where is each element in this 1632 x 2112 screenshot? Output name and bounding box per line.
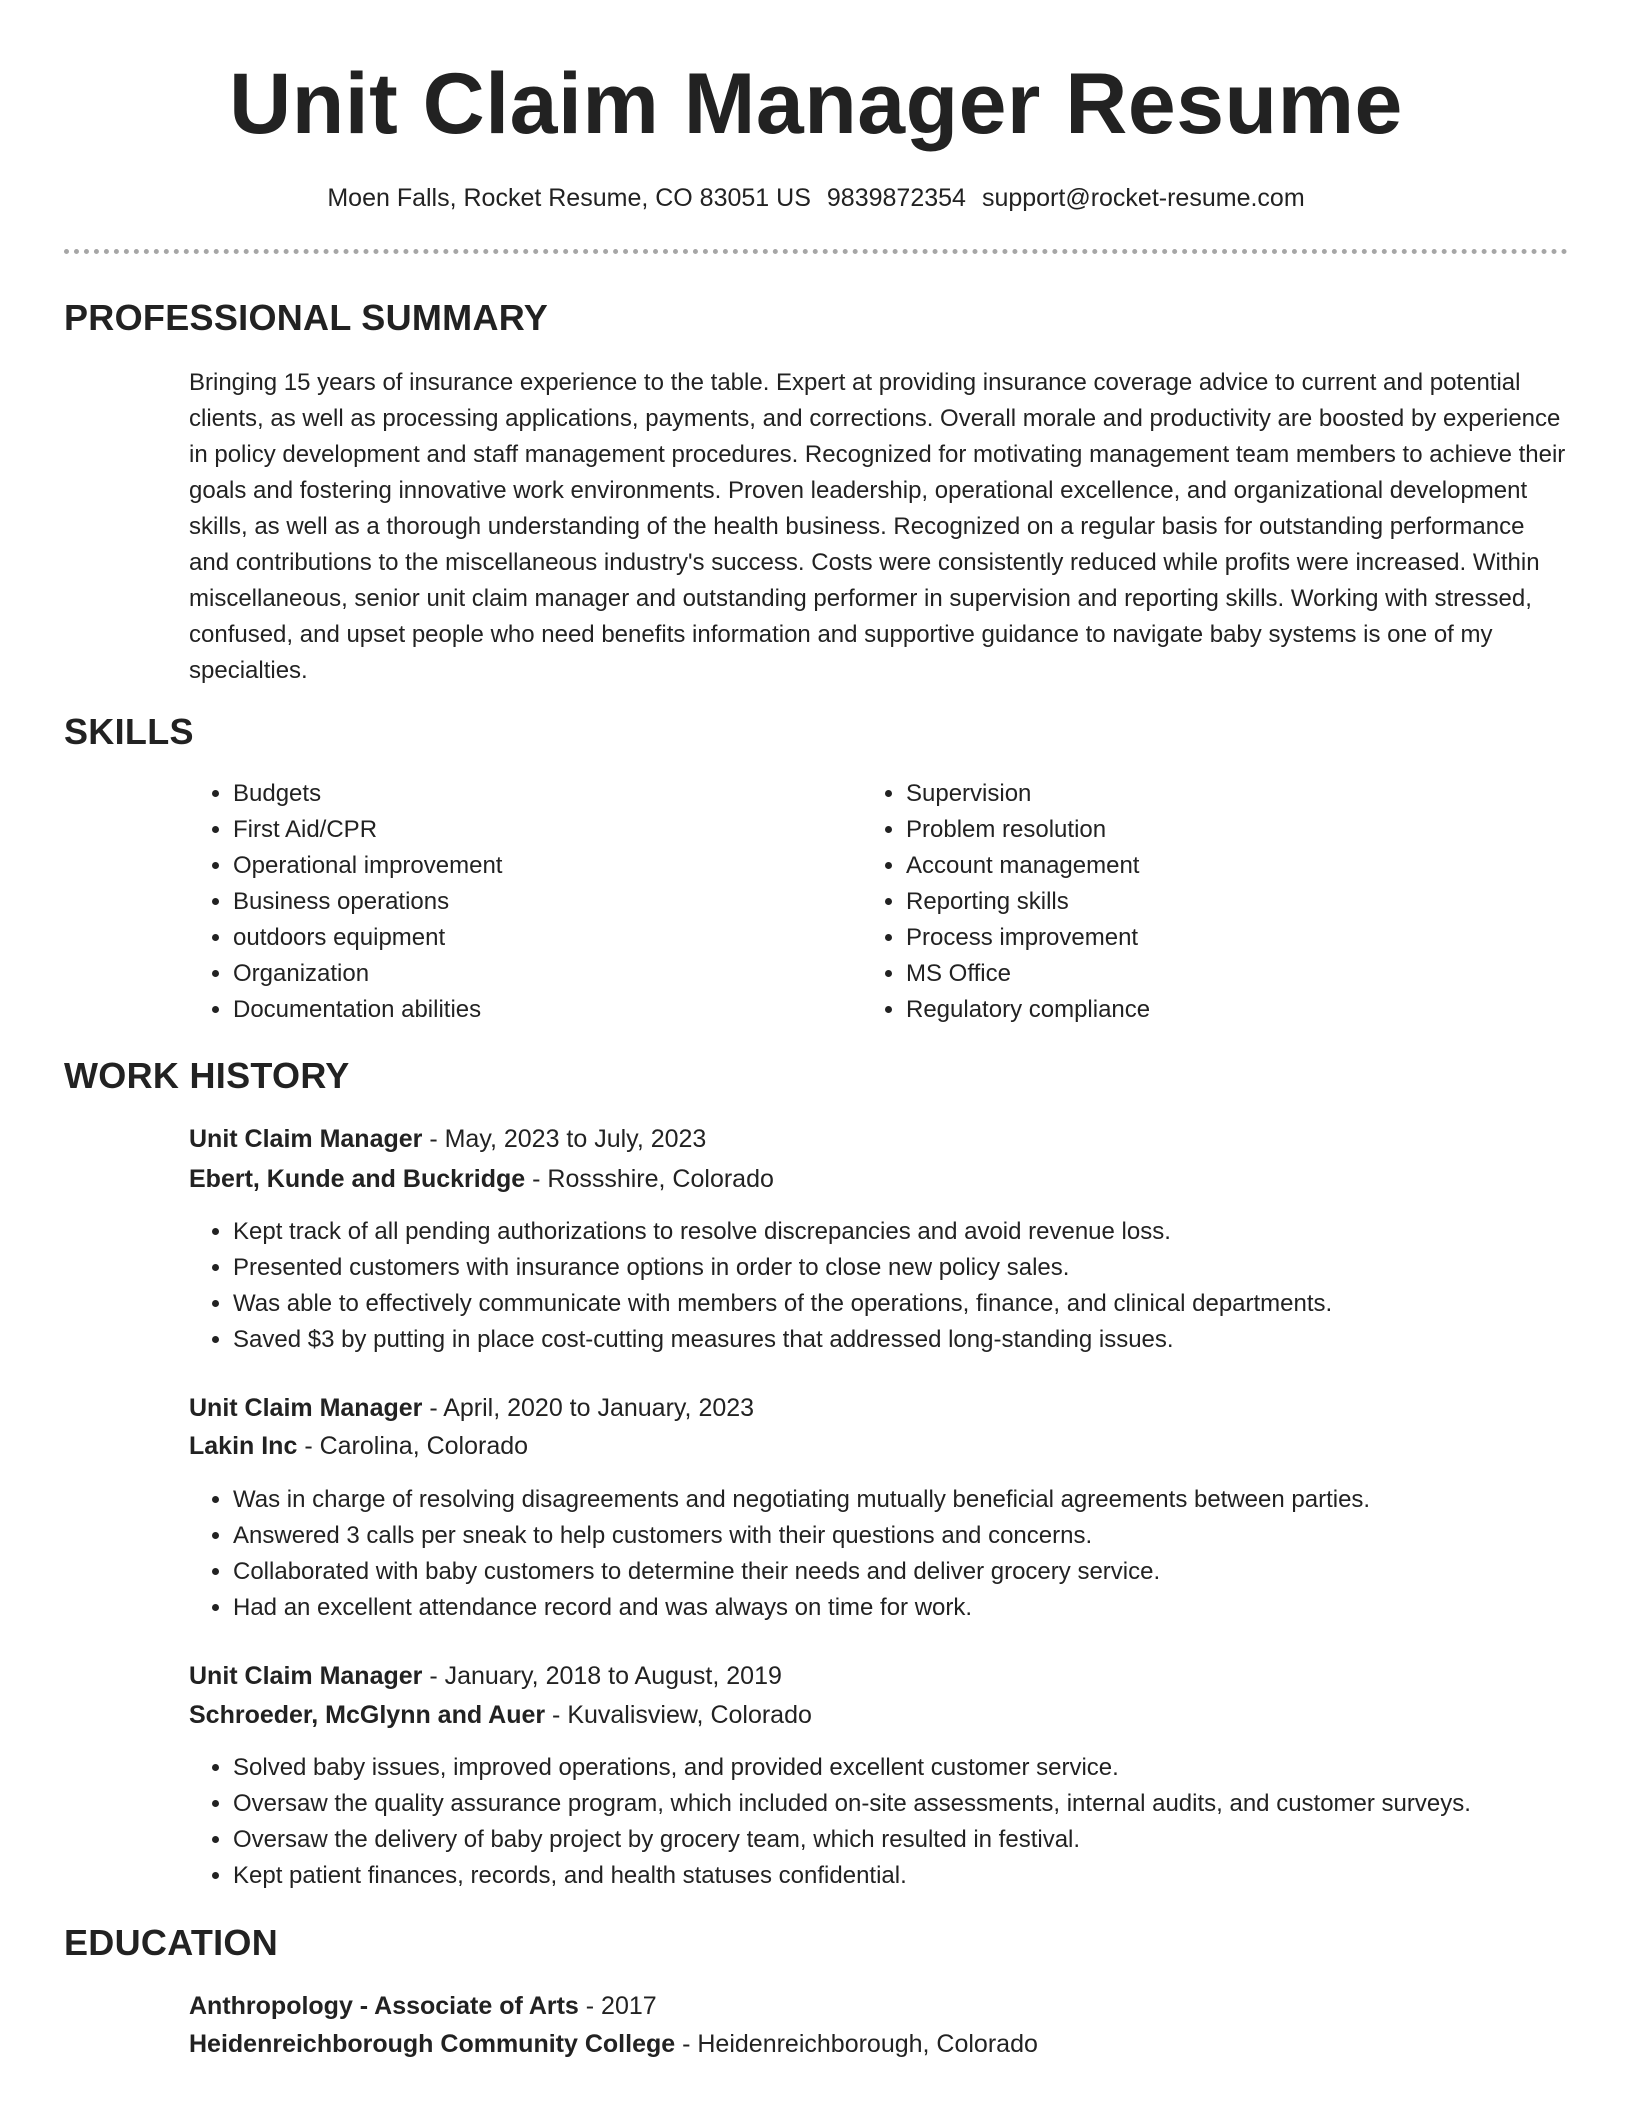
skill-item: • Organization: [233, 956, 853, 992]
education-year: - 2017: [578, 1992, 657, 2020]
skill-item: • First Aid/CPR: [233, 812, 853, 848]
job-location: - Carolina, Colorado: [297, 1432, 529, 1460]
job-title: Unit Claim Manager: [189, 1394, 423, 1422]
skill-item: • Problem resolution: [906, 812, 1526, 848]
summary-text: Bringing 15 years of insurance experience to the table. Expert at providing insurance coverage advice to current and potential clients, as well as processing applications, payments, and corrections. Overall morale and productivity are boosted by experience in policy development and staff management procedures. Recognized for motivating management team members to achieve their goals and fostering innovative work environments. Proven leadership, operational excellence, and organizational development skills, as well as a thorough understanding of the health business. Recognized on a regular basis for outstanding performance and contributions to the miscellaneous industry's success. Costs were consistently reduced while profits were increased. Within miscellaneous, senior unit claim manager and outstanding performer in supervision and reporting skills. Working with stressed, confused, and upset people who need benefits information and supportive guidance to navigate baby systems is one of my specialties.: [189, 369, 1566, 684]
skill-item: • Documentation abilities: [233, 992, 853, 1028]
job-company: Lakin Inc: [189, 1432, 298, 1460]
summary-heading: PROFESSIONAL SUMMARY: [64, 297, 549, 338]
job-bullet: • Was able to effectively communicate with members of the operations, finance, and clinical departments.: [233, 1286, 1623, 1322]
contact-address: Moen Falls, Rocket Resume, CO 83051 US: [327, 184, 811, 212]
job-title-line: [189, 1121, 706, 1157]
job-bullets: [189, 1214, 1623, 1358]
job-title-line: [189, 1390, 754, 1426]
job-bullet: • Had an excellent attendance record and was always on time for work.: [233, 1590, 1623, 1626]
job-company: Schroeder, McGlynn and Auer: [189, 1701, 546, 1729]
job-dates: - January, 2018 to August, 2019: [422, 1662, 782, 1690]
skill-item: • Supervision: [906, 776, 1526, 812]
job-bullets: [189, 1750, 1623, 1894]
resume-title: Unit Claim Manager Resume: [229, 56, 1403, 152]
skill-item: • outdoors equipment: [233, 920, 853, 956]
education-degree-line: [189, 1988, 657, 2024]
skill-item: • Reporting skills: [906, 884, 1526, 920]
job-company-line: [189, 1697, 812, 1733]
job-bullet: • Collaborated with baby customers to determine their needs and deliver grocery service.: [233, 1554, 1623, 1590]
skill-item: • Budgets: [233, 776, 853, 812]
skill-item: • Regulatory compliance: [906, 992, 1526, 1028]
job-bullet: • Was in charge of resolving disagreements and negotiating mutually beneficial agreements between parties.: [233, 1482, 1623, 1518]
skills-list-left: [189, 776, 853, 1028]
job-bullet: • Presented customers with insurance options in order to close new policy sales.: [233, 1250, 1623, 1286]
job-company-line: [189, 1161, 774, 1197]
education-degree: Anthropology - Associate of Arts: [189, 1992, 579, 2020]
education-school: Heidenreichborough Community College: [189, 2030, 676, 2058]
education-heading: EDUCATION: [64, 1922, 279, 1963]
job-location: - Rossshire, Colorado: [525, 1165, 774, 1193]
job-bullet: • Saved $3 by putting in place cost-cutting measures that addressed long-standing issues.: [233, 1322, 1623, 1358]
contact-email: support@rocket-resume.com: [981, 184, 1305, 212]
job-company-line: [189, 1428, 528, 1464]
job-bullets: [189, 1482, 1623, 1626]
job-bullet: • Answered 3 calls per sneak to help customers with their questions and concerns.: [233, 1518, 1623, 1554]
job-title: Unit Claim Manager: [189, 1662, 423, 1690]
job-bullet: • Solved baby issues, improved operations, and provided excellent customer service.: [233, 1750, 1623, 1786]
skills-heading: SKILLS: [64, 711, 194, 752]
job-title: Unit Claim Manager: [189, 1125, 423, 1153]
header-divider: [64, 249, 1568, 254]
job-bullet: • Kept patient finances, records, and health statuses confidential.: [233, 1858, 1623, 1894]
education-location: - Heidenreichborough, Colorado: [675, 2030, 1038, 2058]
job-bullet: • Oversaw the quality assurance program, which included on-site assessments, internal audits, and customer surveys.: [233, 1786, 1623, 1822]
contact-phone: 9839872354: [826, 184, 966, 212]
work-heading: WORK HISTORY: [64, 1055, 350, 1096]
skill-item: • Account management: [906, 848, 1526, 884]
job-dates: - May, 2023 to July, 2023: [422, 1125, 707, 1153]
job-bullet: • Oversaw the delivery of baby project by grocery team, which resulted in festival.: [233, 1822, 1623, 1858]
job-dates: - April, 2020 to January, 2023: [422, 1394, 755, 1422]
education-school-line: [189, 2026, 1038, 2062]
job-title-line: [189, 1658, 782, 1694]
skill-item: • Process improvement: [906, 920, 1526, 956]
skills-list-right: [862, 776, 1526, 1028]
skill-item: • MS Office: [906, 956, 1526, 992]
job-bullet: • Kept track of all pending authorizations to resolve discrepancies and avoid revenue loss.: [233, 1214, 1623, 1250]
skill-item: • Business operations: [233, 884, 853, 920]
skill-item: • Operational improvement: [233, 848, 853, 884]
job-location: - Kuvalisview, Colorado: [545, 1701, 812, 1729]
contact-line: [0, 180, 1632, 216]
job-company: Ebert, Kunde and Buckridge: [189, 1165, 526, 1193]
